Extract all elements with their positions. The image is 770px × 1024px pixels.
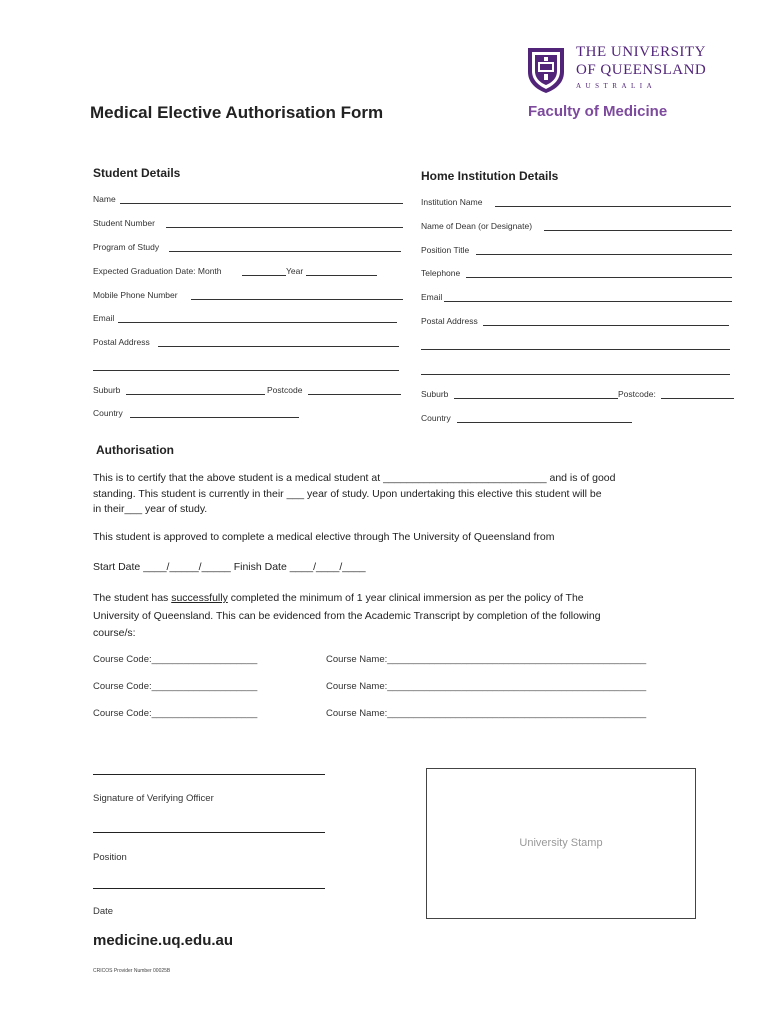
grad-year-field[interactable] (306, 275, 377, 276)
student-email-label: Email (93, 313, 115, 323)
grad-month-label: Expected Graduation Date: Month (93, 266, 222, 276)
home-postal-label: Postal Address (421, 316, 478, 326)
date-label: Date (93, 906, 114, 917)
faculty-name: Faculty of Medicine (528, 103, 668, 120)
home-suburb-field[interactable] (454, 398, 618, 399)
certification-line-1: This is to certify that the above student is a medical student at ____________________________ and is of good (93, 472, 616, 484)
immersion-text-pre: The student has (93, 592, 172, 604)
position-title-field[interactable] (476, 254, 732, 255)
student-details-heading: Student Details (93, 166, 181, 180)
student-postal-label: Postal Address (93, 337, 150, 347)
mobile-label: Mobile Phone Number (93, 290, 178, 300)
university-stamp-box[interactable] (426, 768, 696, 919)
student-email-field[interactable] (118, 322, 397, 323)
course-code-3[interactable]: Course Code:____________________ (93, 708, 258, 719)
student-postcode-label: Postcode (267, 385, 303, 395)
course-code-1[interactable]: Course Code:____________________ (93, 654, 258, 665)
program-field[interactable] (169, 251, 401, 252)
immersion-line-2: University of Queensland. This can be evidenced from the Academic Transcript by completion of the following (93, 609, 601, 622)
signature-line[interactable] (93, 774, 325, 775)
university-name-line1: THE UNIVERSITY (576, 44, 706, 60)
certification-line-2: standing. This student is currently in their ___ year of study. Upon undertaking this elective this student will be (93, 487, 602, 500)
mobile-field[interactable] (191, 299, 403, 300)
university-stamp-label: University Stamp (519, 837, 603, 849)
institution-name-label: Institution Name (421, 197, 483, 207)
verifying-officer-label: Signature of Verifying Officer (93, 793, 214, 804)
home-postal-field-2[interactable] (421, 349, 730, 350)
home-email-label: Email (421, 292, 443, 302)
certification-paragraph (93, 471, 693, 518)
university-country: AUSTRALIA (576, 82, 657, 90)
student-country-field[interactable] (130, 417, 299, 418)
student-suburb-field[interactable] (126, 394, 265, 395)
university-name-line2: OF QUEENSLAND (576, 62, 707, 78)
student-suburb-label: Suburb (93, 385, 121, 395)
form-title: Medical Elective Authorisation Form (90, 103, 384, 122)
student-postcode-field[interactable] (308, 394, 401, 395)
uq-crest-icon (524, 46, 568, 94)
home-email-field[interactable] (444, 301, 732, 302)
student-country-label: Country (93, 408, 123, 418)
authorisation-heading: Authorisation (96, 443, 174, 457)
home-country-field[interactable] (457, 422, 632, 423)
home-postal-field-3[interactable] (421, 374, 730, 375)
institution-name-field[interactable] (495, 206, 731, 207)
home-postcode-label: Postcode: (618, 389, 656, 399)
grad-month-field[interactable] (242, 275, 286, 276)
course-name-2[interactable]: Course Name:_________________________________________________ (326, 681, 647, 692)
position-line[interactable] (93, 832, 325, 833)
home-institution-heading: Home Institution Details (421, 169, 559, 183)
student-number-label: Student Number (93, 218, 155, 228)
immersion-line-1 (93, 590, 693, 608)
cricos-number: CRICOS Provider Number 00025B (93, 968, 171, 974)
program-label: Program of Study (93, 242, 160, 252)
course-name-1[interactable]: Course Name:_________________________________________________ (326, 654, 647, 665)
date-line[interactable] (93, 888, 325, 889)
student-postal-field[interactable] (158, 346, 399, 347)
course-name-3[interactable]: Course Name:_________________________________________________ (326, 708, 647, 719)
dean-name-label: Name of Dean (or Designate) (421, 221, 533, 231)
clinical-immersion-paragraph (93, 590, 693, 643)
immersion-text-post: completed the minimum of 1 year clinical immersion as per the policy of The (227, 592, 584, 604)
home-suburb-label: Suburb (421, 389, 449, 399)
telephone-field[interactable] (466, 277, 732, 278)
student-number-field[interactable] (166, 227, 403, 228)
approval-statement: This student is approved to complete a medical elective through The University of Queensland from (93, 531, 555, 543)
certification-line-3: in their___ year of study. (93, 503, 208, 515)
home-country-label: Country (421, 413, 451, 423)
position-label: Position (93, 852, 127, 863)
immersion-emphasis: successfully (171, 592, 228, 604)
grad-year-label: Year (286, 266, 304, 276)
home-postcode-field[interactable] (661, 398, 734, 399)
website-url[interactable]: medicine.uq.edu.au (93, 932, 234, 949)
dean-name-field[interactable] (544, 230, 732, 231)
position-title-label: Position Title (421, 245, 470, 255)
elective-dates[interactable]: Start Date ____/_____/_____ Finish Date ____/____/____ (93, 561, 366, 573)
student-postal-field-2[interactable] (93, 370, 399, 371)
immersion-line-3: course/s: (93, 627, 136, 639)
student-name-label: Name (93, 194, 116, 204)
telephone-label: Telephone (421, 268, 461, 278)
course-code-2[interactable]: Course Code:____________________ (93, 681, 258, 692)
student-name-field[interactable] (120, 203, 403, 204)
university-logo (524, 44, 724, 96)
home-postal-field[interactable] (483, 325, 729, 326)
